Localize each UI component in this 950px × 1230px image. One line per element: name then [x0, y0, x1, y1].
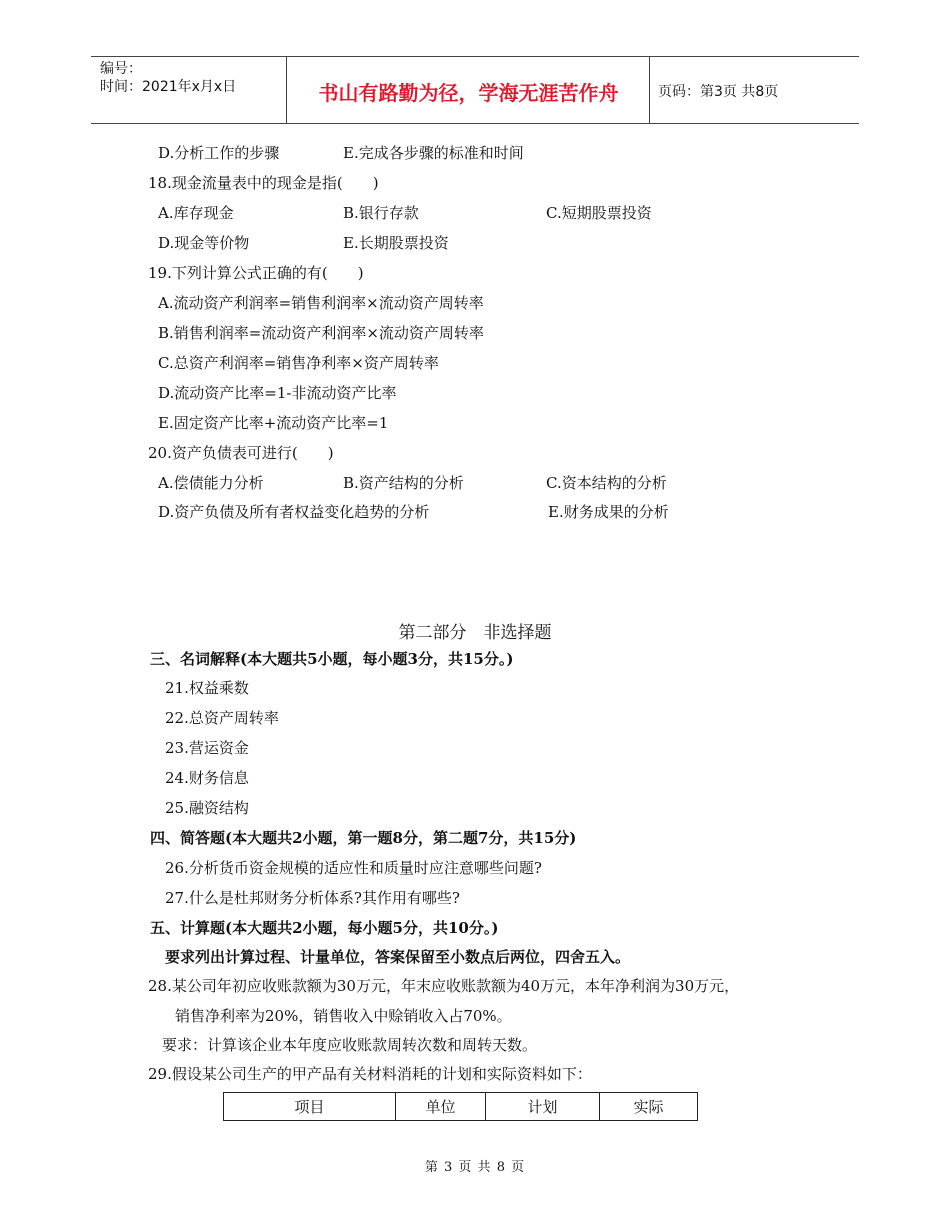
- term-item: 22.总资产周转率: [165, 709, 279, 727]
- header-divider: [649, 57, 650, 123]
- q20-stem: 20.资产负债表可进行( ): [148, 444, 334, 462]
- term-item: 23.营运资金: [165, 739, 249, 757]
- term-item: 25.融资结构: [165, 799, 249, 817]
- table-header-cell: 项目: [224, 1093, 396, 1121]
- material-table: [223, 1092, 698, 1121]
- q28-requirement: 要求：计算该企业本年度应收账款周转次数和周转天数。: [162, 1036, 538, 1054]
- section4-heading: 四、简答题(本大题共2小题，第一题8分，第二题7分，共15分): [150, 829, 577, 847]
- q20-option-b: B.资产结构的分析: [343, 474, 464, 492]
- page-header: [91, 56, 859, 124]
- q29-stem: 29.假设某公司生产的甲产品有关材料消耗的计划和实际资料如下：: [148, 1065, 592, 1083]
- q28-line1: 28.某公司年初应收账款额为30万元，年末应收账款额为40万元，本年净利润为30万元，: [148, 977, 740, 995]
- term-item: 21.权益乘数: [165, 679, 249, 697]
- header-meta: [100, 60, 236, 96]
- part2-title: 第二部分 非选择题: [398, 623, 552, 643]
- term-item: 24.财务信息: [165, 769, 249, 787]
- q19-option-a: A.流动资产利润率=销售利润率×流动资产周转率: [158, 294, 484, 312]
- table-header-cell: 计划: [486, 1093, 600, 1121]
- q18-option-a: A.库存现金: [158, 204, 234, 222]
- table-header-row: [224, 1093, 698, 1121]
- header-page-label: 页码：第3页 共8页: [658, 84, 779, 100]
- q20-option-d: D.资产负债及所有者权益变化趋势的分析: [158, 503, 430, 521]
- table-header-cell: 单位: [396, 1093, 486, 1121]
- q19-option-e: E.固定资产比率+流动资产比率=1: [158, 414, 389, 432]
- q18-option-e: E.长期股票投资: [343, 234, 449, 252]
- q19-option-b: B.销售利润率=流动资产利润率×流动资产周转率: [158, 324, 484, 342]
- q18-option-c: C.短期股票投资: [546, 204, 652, 222]
- section5-heading: 五、计算题(本大题共2小题，每小题5分，共10分。): [150, 919, 499, 937]
- table-header-cell: 实际: [600, 1093, 698, 1121]
- q28-line2: 销售净利率为20%，销售收入中赊销收入占70%。: [175, 1007, 512, 1025]
- q19-option-c: C.总资产利润率=销售净利率×资产周转率: [158, 354, 439, 372]
- page-footer: 第 3 页 共 8 页: [424, 1160, 526, 1175]
- q17-option-e: E.完成各步骤的标准和时间: [343, 144, 524, 162]
- short-answer-item: 27.什么是杜邦财务分析体系?其作用有哪些?: [165, 889, 460, 907]
- q18-stem: 18.现金流量表中的现金是指( ): [148, 174, 379, 192]
- q20-option-a: A.偿债能力分析: [158, 474, 264, 492]
- q18-option-d: D.现金等价物: [158, 234, 250, 252]
- header-motto: 书山有路勤为径，学海无涯苦作舟: [318, 81, 619, 105]
- q20-option-c: C.资本结构的分析: [546, 474, 667, 492]
- short-answer-item: 26.分析货币资金规模的适应性和质量时应注意哪些问题?: [165, 859, 542, 877]
- section3-heading: 三、名词解释(本大题共5小题，每小题3分，共15分。): [150, 650, 514, 668]
- q17-option-d: D.分析工作的步骤: [158, 144, 280, 162]
- q19-stem: 19.下列计算公式正确的有( ): [148, 264, 364, 282]
- section5-requirement: 要求列出计算过程、计量单位，答案保留至小数点后两位，四舍五入。: [165, 948, 631, 966]
- q18-option-b: B.银行存款: [343, 204, 419, 222]
- time-label: 时间：2021年x月x日: [100, 79, 237, 95]
- q19-option-d: D.流动资产比率=1-非流动资产比率: [158, 384, 397, 402]
- q20-option-e: E.财务成果的分析: [548, 503, 669, 521]
- number-label: 编号：: [100, 61, 142, 77]
